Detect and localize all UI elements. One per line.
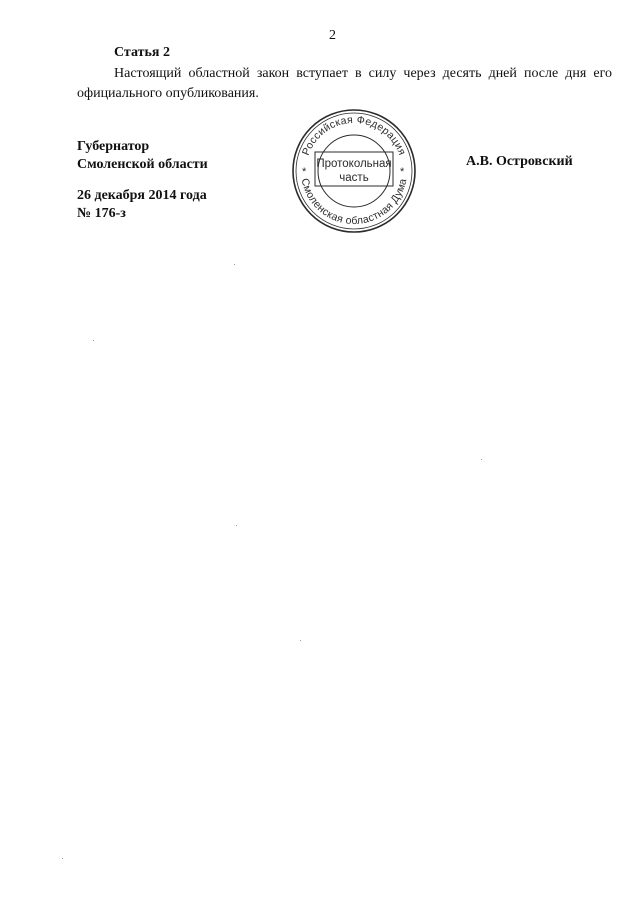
seal-center-line-2: часть (339, 172, 369, 184)
signatory-title (77, 138, 208, 174)
seal-outer-ring (293, 110, 415, 232)
seal-center-line-1: Протокольная (316, 158, 392, 170)
signatory-title-line-2: Смоленской области (77, 157, 208, 172)
law-number: № 176-з (77, 206, 126, 221)
scan-speck (234, 264, 235, 265)
seal-inner-ring (318, 135, 390, 207)
seal-star-left: * (302, 166, 307, 178)
signatory-name: А.В. Островский (466, 154, 573, 169)
official-seal (289, 106, 419, 236)
seal-top-arc-text: Российская Федерация (299, 113, 409, 158)
seal-outer-ring-inner (296, 113, 412, 229)
seal-star-right: * (400, 166, 405, 178)
article-text: Настоящий областной закон вступает в силу через десять дней после дня его официального опубликования. (77, 66, 612, 101)
article-heading: Статья 2 (114, 45, 170, 60)
seal-bottom-arc-text: Смоленская областная Дума (298, 177, 410, 228)
page-number: 2 (329, 28, 336, 43)
scan-speck (236, 525, 237, 526)
scan-speck (93, 340, 94, 341)
law-date: 26 декабря 2014 года (77, 188, 207, 203)
seal-graphic (289, 106, 419, 236)
scan-speck (481, 459, 482, 460)
law-details (77, 187, 207, 223)
signatory-title-line-1: Губернатор (77, 139, 150, 154)
scan-speck (300, 640, 301, 641)
scan-speck (62, 858, 63, 859)
